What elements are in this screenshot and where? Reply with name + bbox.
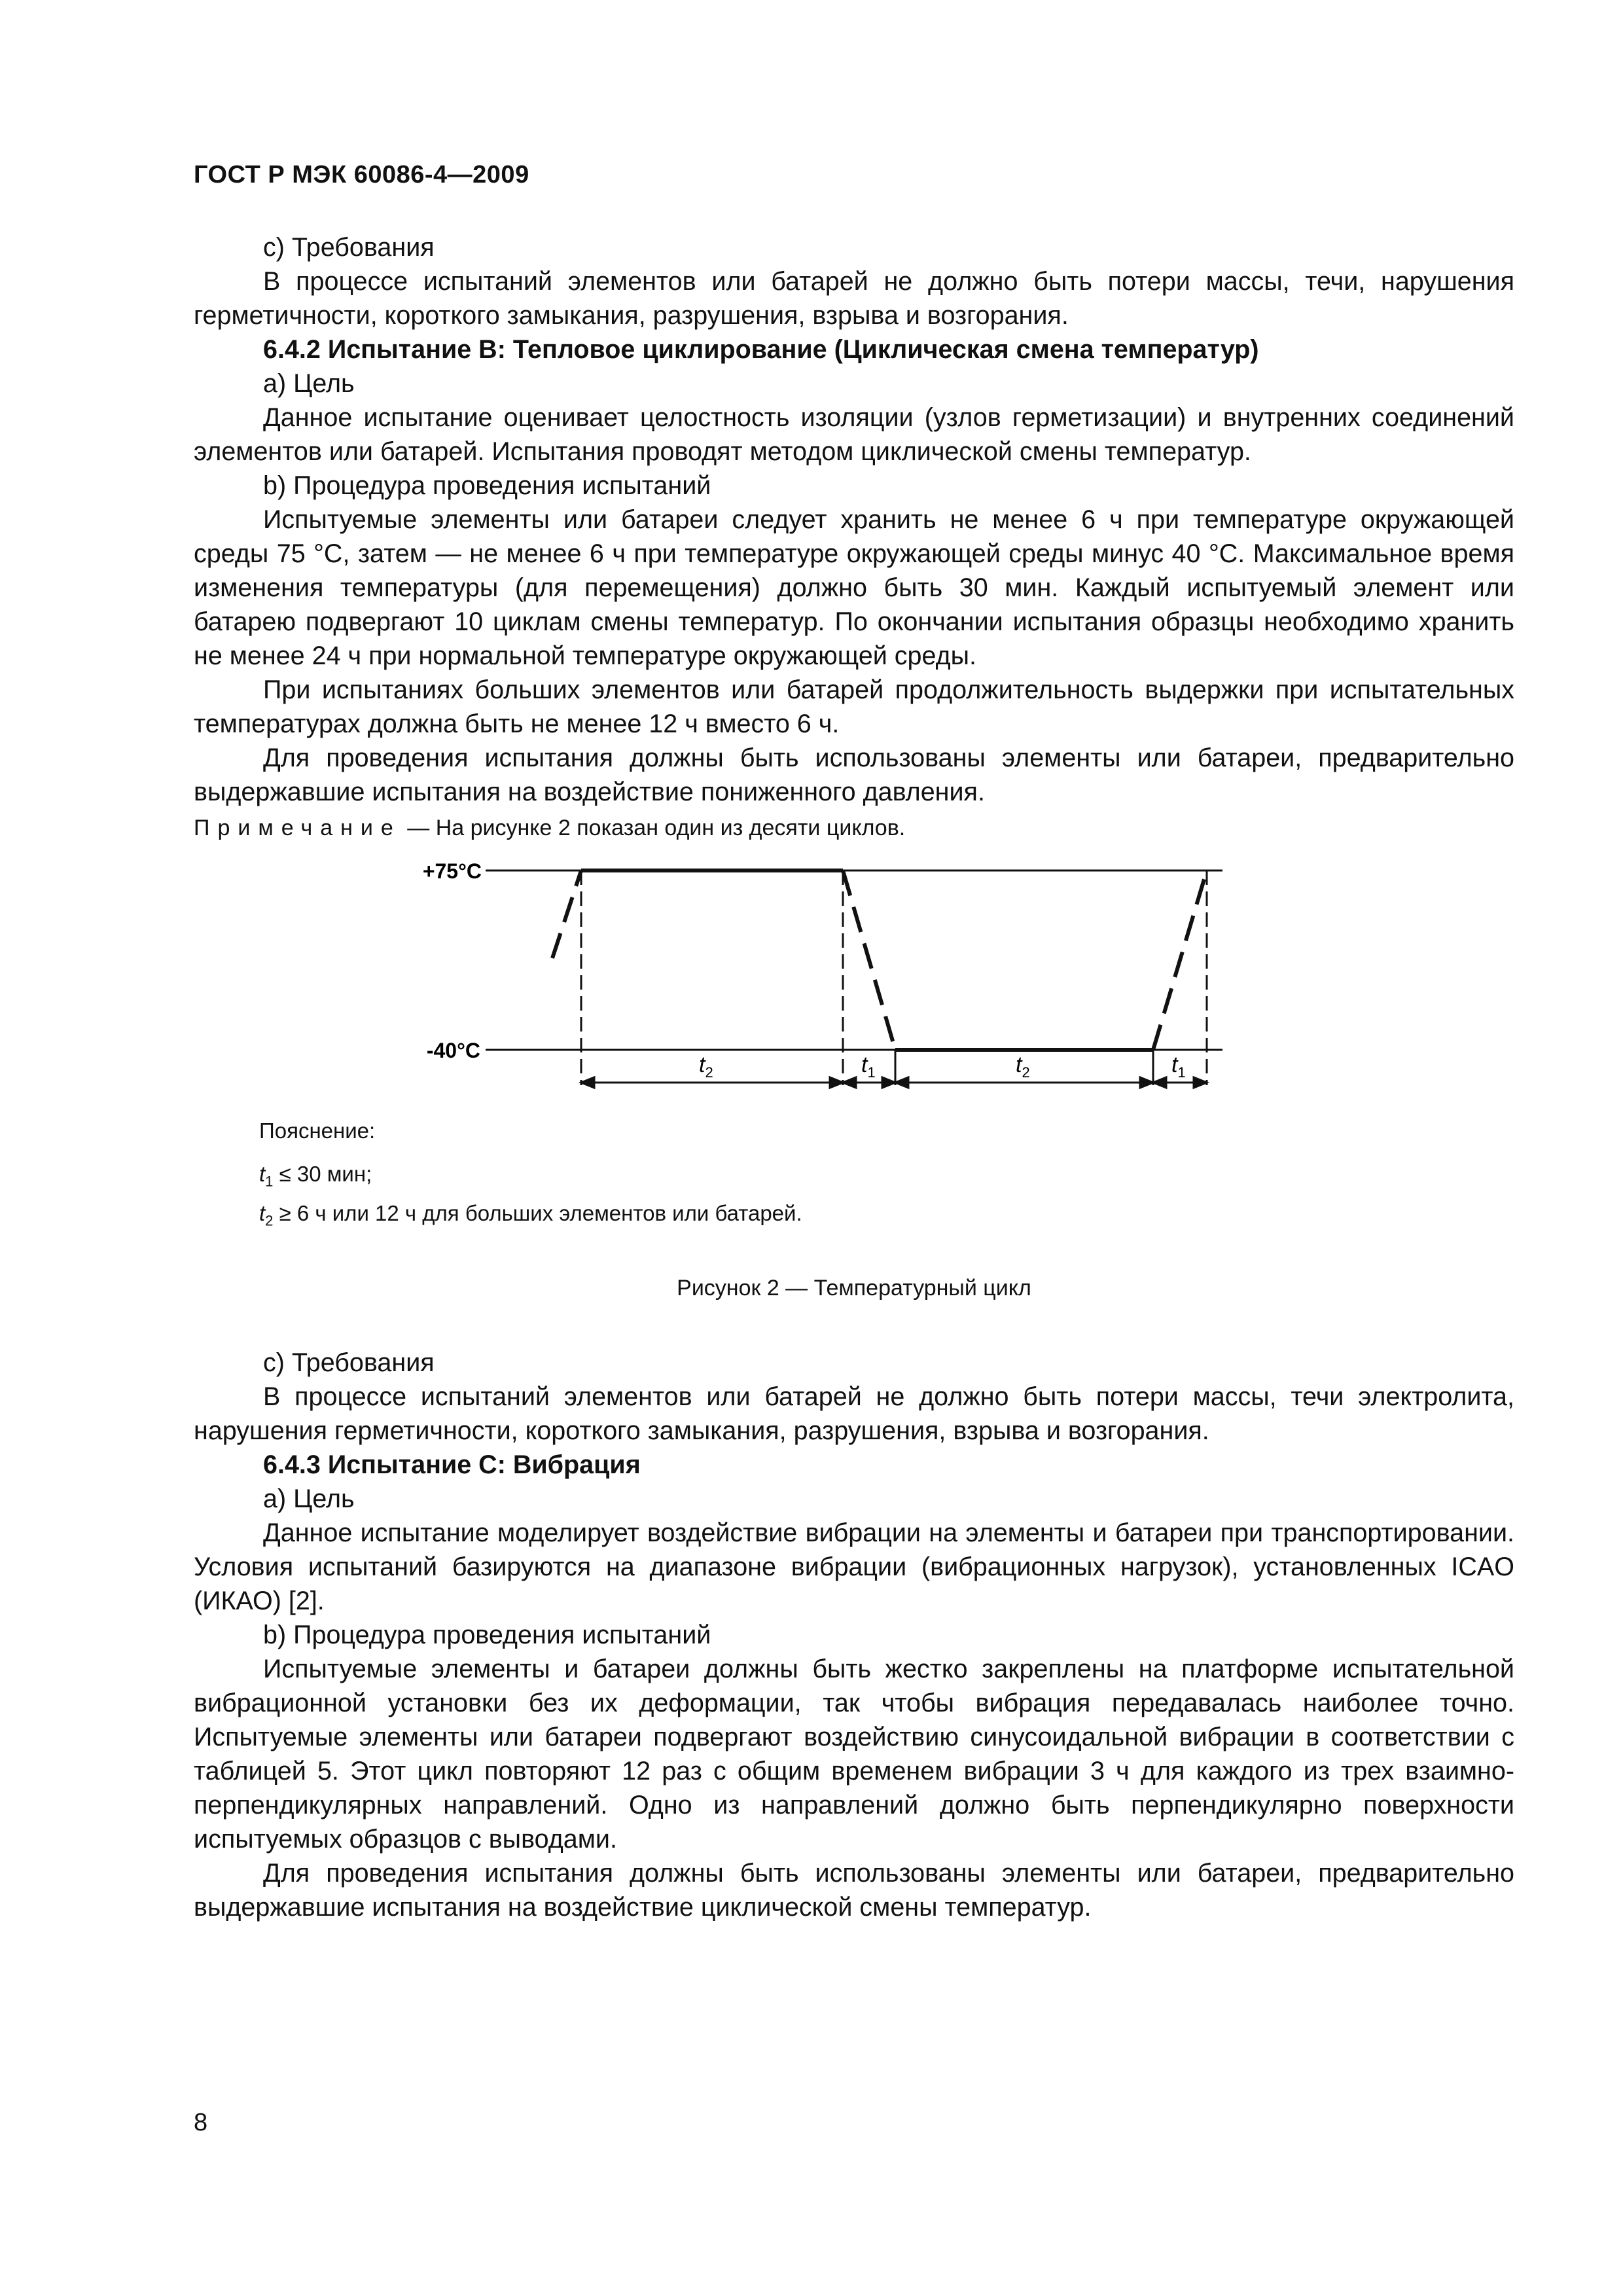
fall-transition <box>843 870 895 1050</box>
procedure-label: b) Процедура проведения испытаний <box>263 471 711 500</box>
page-number: 8 <box>194 2109 208 2136</box>
temperature-cycle-figure <box>194 843 1514 1340</box>
figure-note <box>194 813 1514 843</box>
section-heading-6-4-3: 6.4.3 Испытание С: Вибрация <box>263 1450 641 1479</box>
goal-text-c: Данное испытание моделирует воздействие вибрации на элементы и батареи при транспортировании. Условия испытаний базируются на диапазоне вибрации (вибрационных нагрузок), установленных ICAO (ИКАО) [2]. <box>194 1518 1514 1615</box>
goal-label: a) Цель <box>263 369 355 398</box>
goal-text: Данное испытание оценивает целостность изоляции (узлов герметизации) и внутренних соединений элементов или батарей. Испытания проводят методом циклической смены температур. <box>194 403 1514 466</box>
requirements-text: В процессе испытаний элементов или батарей не должно быть потери массы, течи, нарушения герметичности, короткого замыкания, разрушения, взрыва и возгорания. <box>194 267 1514 330</box>
note-label: Примечание <box>194 816 401 840</box>
figure-caption: Рисунок 2 — Температурный цикл <box>677 1276 1031 1300</box>
segment-label-t1-first: $t_1$ <box>861 1052 876 1081</box>
requirements-label-b: c) Требования <box>263 1348 435 1377</box>
requirements-text-b: В процессе испытаний элементов или батарей не должно быть потери массы, течи электролита, нарушения герметичности, короткого замыкания, разрушения, взрыва и возгорания. <box>194 1382 1514 1445</box>
procedure-label-c: b) Процедура проведения испытаний <box>263 1621 711 1649</box>
note-text: — На рисунке 2 показан один из десяти циклов. <box>401 816 906 840</box>
dimension-arrows <box>581 1077 1207 1088</box>
procedure-text-c-prerequisite: Для проведения испытания должны быть использованы элементы или батареи, предварительно выдержавшие испытания на воздействие циклической смены температур. <box>194 1859 1514 1922</box>
procedure-text-large-cells: При испытаниях больших элементов или батарей продолжительность выдержки при испытательных температурах должна быть не менее 12 ч вместо 6 ч. <box>194 675 1514 738</box>
segment-label-t2-second: $t_2$ <box>1016 1052 1030 1081</box>
segment-label-t2-first: $t_2$ <box>699 1052 713 1081</box>
legend-t1: $t_1 \le 30$ мин; <box>259 1162 372 1190</box>
temperature-cycle-diagram <box>194 843 1514 1340</box>
procedure-text-c: Испытуемые элементы и батареи должны быть жестко закреплены на платформе испытательной вибрационной установки без их деформации, так чтобы вибрация передавалась наиболее точно. Испытуемые элементы или батареи подвергают воздействию синусоидальной вибрации в соответствии с таблицей 5. Этот цикл повторяют 12 раз с общим временем вибрации 3 ч для каждого из трех взаимно-перпендикулярных направлений. Одно из направлений должно быть перпендикулярно поверхности испытуемых образцов с выводами. <box>194 1655 1514 1854</box>
label-plus-75: +75°C <box>422 859 482 883</box>
segment-label-t1-second: $t_1$ <box>1171 1052 1186 1081</box>
procedure-text-prerequisite: Для проведения испытания должны быть использованы элементы или батареи, предварительно выдержавшие испытания на воздействие пониженного давления. <box>194 744 1514 806</box>
goal-label-c: a) Цель <box>263 1484 355 1513</box>
legend-title: Пояснение: <box>259 1119 376 1143</box>
procedure-text: Испытуемые элементы или батареи следует хранить не менее 6 ч при температуре окружающей среды 75 °С, затем — не менее 6 ч при температуре окружающей среды минус 40 °С. Максимальное время изменения температуры (для перемещения) должно быть 30 мин. Каждый испытуемый элемент или батарею подвергают 10 циклам смены температур. По окончании испытания образцы необходимо хранить не менее 24 ч при нормальной температуре окружающей среды. <box>194 505 1514 670</box>
requirements-label: c) Требования <box>263 233 435 262</box>
document-standard-title: ГОСТ Р МЭК 60086-4—2009 <box>194 161 529 188</box>
label-minus-40: -40°C <box>426 1039 480 1062</box>
rise-transition-left <box>552 870 581 958</box>
rise-transition-right <box>1153 870 1207 1050</box>
legend-t2: $t_2 \ge 6$ ч или 12 ч для больших элементов или батарей. <box>259 1201 802 1229</box>
section-heading-6-4-2: 6.4.2 Испытание В: Тепловое циклирование (Циклическая смена температур) <box>263 335 1259 364</box>
document-body <box>194 230 1514 1924</box>
